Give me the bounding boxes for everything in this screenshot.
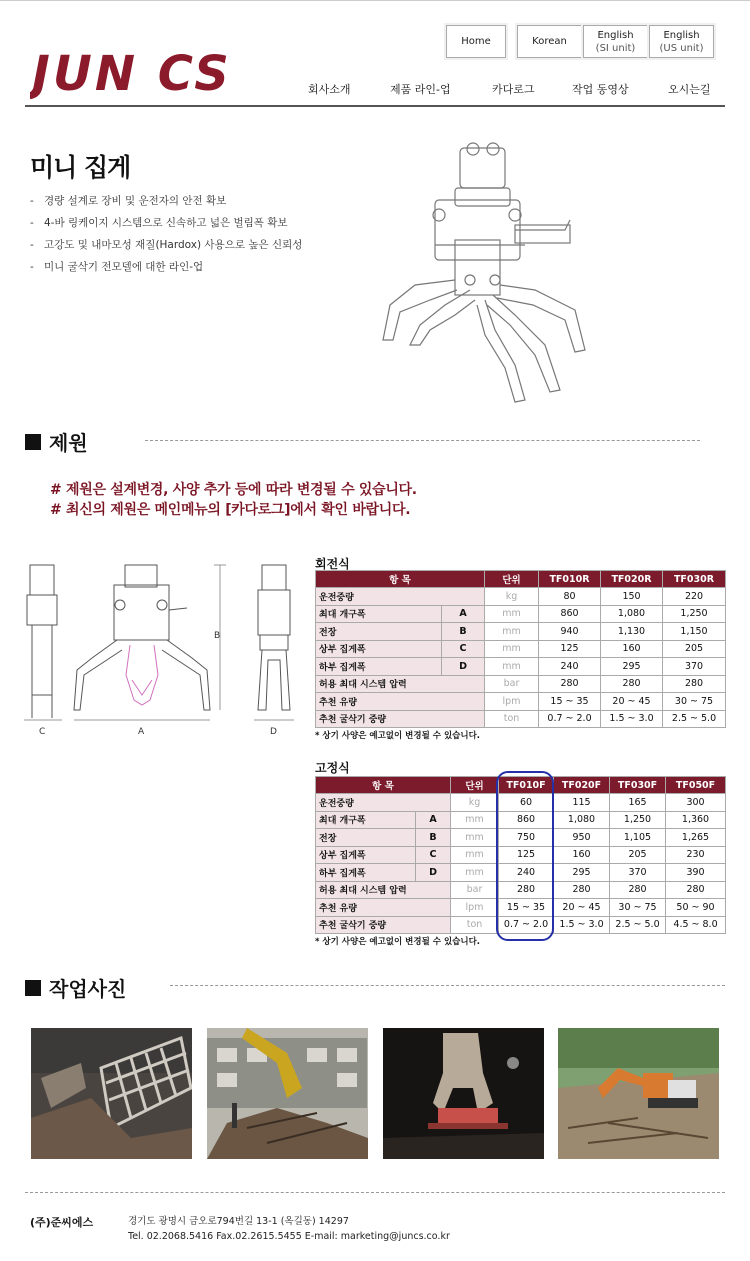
section-divider	[145, 440, 700, 441]
row-unit: lpm	[451, 899, 499, 917]
row-value: 1.5 ~ 3.0	[601, 710, 663, 728]
juncs-logo[interactable]	[30, 40, 240, 100]
photos-heading	[25, 973, 126, 1002]
work-photo-3[interactable]	[383, 1028, 544, 1159]
row-dimension-letter: C	[416, 846, 451, 864]
row-label: 하부 집게폭	[316, 658, 442, 676]
row-value: 390	[666, 864, 726, 882]
row-value: 220	[663, 588, 726, 606]
header-model: TF020R	[601, 571, 663, 588]
row-value: 295	[554, 864, 610, 882]
grapple-illustration	[375, 140, 595, 410]
footer-address-block	[128, 1214, 450, 1244]
dimension-drawing	[22, 560, 302, 745]
table-row	[316, 588, 726, 606]
svg-text:JUN CS: JUN CS	[32, 46, 232, 100]
page-title: 미니 집게	[30, 153, 131, 182]
feature-item: - 경량 설계로 장비 및 운전자의 안전 확보	[30, 193, 302, 215]
row-value: 160	[554, 846, 610, 864]
table-row	[316, 623, 726, 641]
row-unit: mm	[485, 658, 539, 676]
row-value: 280	[554, 881, 610, 899]
row-dimension-letter: A	[416, 811, 451, 829]
row-label: 전장	[316, 623, 442, 641]
fixed-table-note: * 상기 사양은 예고없이 변경될 수 있습니다.	[315, 937, 481, 947]
row-dimension-letter: D	[442, 658, 485, 676]
row-unit: bar	[451, 881, 499, 899]
row-value: 1,250	[663, 605, 726, 623]
header-model: TF010R	[539, 571, 601, 588]
table-header-row	[316, 571, 726, 588]
nav-work-videos[interactable]: 작업 동영상	[572, 83, 629, 96]
row-value: 125	[499, 846, 554, 864]
header-model: TF030R	[663, 571, 726, 588]
row-value: 1,080	[601, 605, 663, 623]
feature-item: - 4-바 링케이지 시스템으로 신속하고 넓은 벌림폭 확보	[30, 215, 302, 237]
row-label: 허용 최대 시스템 압력	[316, 675, 485, 693]
row-value: 280	[499, 881, 554, 899]
nav-directions[interactable]: 오시는길	[668, 83, 711, 96]
row-value: 280	[610, 881, 666, 899]
row-dimension-letter: B	[416, 829, 451, 847]
row-unit: mm	[451, 811, 499, 829]
row-value: 50 ~ 90	[666, 899, 726, 917]
row-value: 370	[610, 864, 666, 882]
english-us-button[interactable]	[649, 25, 714, 58]
row-label: 하부 집게폭	[316, 864, 416, 882]
row-value: 950	[554, 829, 610, 847]
header-model: TF030F	[610, 777, 666, 794]
row-value: 80	[539, 588, 601, 606]
home-label: Home	[461, 36, 491, 47]
row-dimension-letter: C	[442, 640, 485, 658]
row-label: 최대 개구폭	[316, 605, 442, 623]
row-unit: ton	[451, 916, 499, 934]
photos-heading-text: 작업사진	[49, 977, 127, 1001]
row-unit: bar	[485, 675, 539, 693]
row-value: 1,150	[663, 623, 726, 641]
row-label: 상부 집게폭	[316, 640, 442, 658]
table-row	[316, 693, 726, 711]
row-unit: mm	[485, 605, 539, 623]
row-value: 295	[601, 658, 663, 676]
work-photo-1[interactable]	[31, 1028, 192, 1159]
korean-button[interactable]	[517, 25, 582, 58]
row-value: 160	[601, 640, 663, 658]
row-value: 205	[610, 846, 666, 864]
rotary-spec-table	[315, 570, 726, 728]
row-value: 240	[539, 658, 601, 676]
row-value: 860	[499, 811, 554, 829]
svg-text:B: B	[214, 631, 221, 641]
row-unit: lpm	[485, 693, 539, 711]
footer-divider	[25, 1192, 725, 1193]
row-value: 230	[666, 846, 726, 864]
row-label: 추천 유량	[316, 899, 451, 917]
row-unit: kg	[485, 588, 539, 606]
row-value: 15 ~ 35	[499, 899, 554, 917]
row-unit: mm	[485, 640, 539, 658]
fixed-table-caption: 고정식	[315, 761, 350, 775]
row-value: 1,250	[610, 811, 666, 829]
row-label: 추천 굴삭기 중량	[316, 916, 451, 934]
row-unit: mm	[451, 864, 499, 882]
row-unit: mm	[451, 829, 499, 847]
nav-company[interactable]: 회사소개	[308, 83, 351, 96]
row-label: 상부 집게폭	[316, 846, 416, 864]
row-value: 280	[666, 881, 726, 899]
row-label: 허용 최대 시스템 압력	[316, 881, 451, 899]
square-bullet-icon	[25, 434, 41, 450]
table-row	[316, 605, 726, 623]
row-unit: mm	[485, 623, 539, 641]
row-value: 30 ~ 75	[610, 899, 666, 917]
row-value: 300	[666, 794, 726, 812]
work-photo-4[interactable]	[558, 1028, 719, 1159]
header-unit: 단위	[485, 571, 539, 588]
row-value: 1,080	[554, 811, 610, 829]
top-frame	[0, 0, 750, 4]
svg-text:C: C	[39, 727, 46, 737]
feature-item: - 고강도 및 내마모성 재질(Hardox) 사용으로 높은 신뢰성	[30, 237, 302, 259]
feature-list	[30, 193, 302, 281]
row-value: 1,265	[666, 829, 726, 847]
row-value: 15 ~ 35	[539, 693, 601, 711]
spec-heading-text: 제원	[49, 431, 88, 455]
table-row	[316, 640, 726, 658]
row-value: 205	[663, 640, 726, 658]
row-label: 전장	[316, 829, 416, 847]
row-unit: kg	[451, 794, 499, 812]
header-model: TF020F	[554, 777, 610, 794]
row-value: 150	[601, 588, 663, 606]
row-value: 30 ~ 75	[663, 693, 726, 711]
row-value: 4.5 ~ 8.0	[666, 916, 726, 934]
row-value: 1,105	[610, 829, 666, 847]
row-value: 20 ~ 45	[554, 899, 610, 917]
row-value: 1.5 ~ 3.0	[554, 916, 610, 934]
section-divider	[170, 985, 725, 986]
svg-text:A: A	[138, 727, 145, 737]
table-row	[316, 658, 726, 676]
row-value: 165	[610, 794, 666, 812]
rotary-table-caption: 회전식	[315, 557, 350, 571]
row-unit: mm	[451, 846, 499, 864]
row-value: 0.7 ~ 2.0	[539, 710, 601, 728]
row-value: 750	[499, 829, 554, 847]
english-us-label: English	[663, 29, 700, 41]
row-dimension-letter: A	[442, 605, 485, 623]
row-label: 최대 개구폭	[316, 811, 416, 829]
row-value: 125	[539, 640, 601, 658]
row-value: 1,130	[601, 623, 663, 641]
header-model: TF010F	[499, 777, 554, 794]
header-unit: 단위	[451, 777, 499, 794]
row-value: 860	[539, 605, 601, 623]
footer-address: 경기도 광명시 금오로794번길 13-1 (옥길동) 14297	[128, 1216, 349, 1227]
footer-contact[interactable]: Tel. 02.2068.5416 Fax.02.2615.5455 E-mail: marketing@juncs.co.kr	[128, 1231, 450, 1242]
nav-catalog[interactable]: 카다로그	[492, 83, 535, 96]
row-label: 운전중량	[316, 588, 485, 606]
row-value: 280	[539, 675, 601, 693]
feature-item: - 미니 굴삭기 전모델에 대한 라인-업	[30, 259, 302, 281]
row-value: 20 ~ 45	[601, 693, 663, 711]
korean-label: Korean	[532, 36, 567, 47]
row-value: 370	[663, 658, 726, 676]
notice-design-change: # 제원은 설계변경, 사양 추가 등에 따라 변경될 수 있습니다.	[50, 482, 417, 498]
header-item: 항 목	[316, 777, 451, 794]
nav-product-lineup[interactable]: 제품 라인-업	[390, 83, 451, 96]
row-label: 운전중량	[316, 794, 451, 812]
row-value: 1,360	[666, 811, 726, 829]
header-item: 항 목	[316, 571, 485, 588]
table-row	[316, 675, 726, 693]
row-value: 115	[554, 794, 610, 812]
notice-catalog: # 최신의 제원은 메인메뉴의 [카다로그]에서 확인 바랍니다.	[50, 502, 411, 518]
row-value: 280	[663, 675, 726, 693]
row-label: 추천 굴삭기 중량	[316, 710, 485, 728]
row-value: 60	[499, 794, 554, 812]
row-value: 240	[499, 864, 554, 882]
header-model: TF050F	[666, 777, 726, 794]
row-unit: ton	[485, 710, 539, 728]
english-si-unit: (SI unit)	[595, 42, 636, 54]
svg-text:D: D	[270, 727, 277, 737]
table-row	[316, 710, 726, 728]
tf010f-highlight-annotation	[496, 771, 554, 941]
spec-heading	[25, 427, 88, 456]
row-value: 2.5 ~ 5.0	[663, 710, 726, 728]
row-label: 추천 유량	[316, 693, 485, 711]
english-si-label: English	[597, 29, 634, 41]
nav-divider	[25, 105, 725, 107]
row-value: 2.5 ~ 5.0	[610, 916, 666, 934]
row-value: 280	[601, 675, 663, 693]
row-value: 940	[539, 623, 601, 641]
row-dimension-letter: D	[416, 864, 451, 882]
english-si-button[interactable]	[583, 25, 648, 58]
square-bullet-icon	[25, 980, 41, 996]
work-photo-2[interactable]	[207, 1028, 368, 1159]
home-button[interactable]	[446, 25, 506, 58]
row-value: 0.7 ~ 2.0	[499, 916, 554, 934]
footer-company: (주)준씨에스	[30, 1216, 94, 1229]
row-dimension-letter: B	[442, 623, 485, 641]
rotary-table-note: * 상기 사양은 예고없이 변경될 수 있습니다.	[315, 731, 481, 741]
english-us-unit: (US unit)	[659, 42, 704, 54]
